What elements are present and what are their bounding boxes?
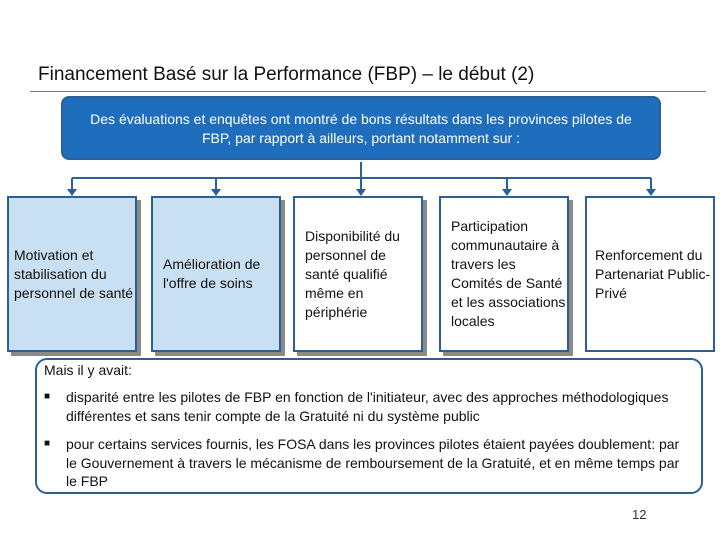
connector-arrow-4 — [502, 189, 512, 196]
connector-arrow-1 — [67, 189, 77, 196]
intro-box — [61, 96, 661, 160]
page-number: 12 — [632, 507, 647, 522]
caveat-item-double-paiement — [44, 435, 684, 491]
result-card-label: Motivation et stabilisation du personnel de santé — [14, 246, 134, 301]
result-card-motivation — [7, 196, 137, 352]
connector-arrow-5 — [646, 189, 656, 196]
result-card-offre-soins — [151, 196, 281, 352]
result-card-partenariat — [585, 196, 715, 352]
bullet-marker: ■ — [44, 438, 51, 449]
caveats-label: Mais il y avait: — [44, 362, 132, 378]
intro-text: Des évaluations et enquêtes ont montré de bons résultats dans les provinces pilotes de FBP, par rapport à ailleurs, portant notamment sur : — [90, 111, 632, 146]
result-card-label: Disponibilité du personnel de santé qualifié même en périphérie — [305, 227, 400, 320]
connector-arrow-2 — [211, 189, 221, 196]
result-card-participation — [439, 196, 569, 352]
bullet-marker: ■ — [44, 391, 51, 402]
title-divider — [30, 91, 706, 92]
result-card-label: Participation communautaire à travers les Comités de Santé et les associations locales — [451, 218, 566, 329]
caveat-text: pour certains services fournis, les FOSA dans les provinces pilotes étaient payées doublement: par le Gouvernement à travers le mécanisme de remboursement de la Gratuité, et en même temps par le FBP — [66, 436, 680, 489]
connector-arrow-3 — [356, 189, 366, 196]
slide-title: Financement Basé sur la Performance (FBP) – le début (2) — [38, 64, 535, 85]
result-card-label: Amélioration de l'offre de soins — [163, 256, 261, 291]
caveat-text: disparité entre les pilotes de FBP en fonction de l'initiateur, avec des approches méthodologiques différentes et sans tenir compte de la Gratuité ni du système public — [66, 389, 669, 424]
result-card-disponibilite — [293, 196, 423, 352]
result-card-label: Renforcement du Partenariat Public-Privé — [595, 246, 711, 301]
caveat-item-disparite — [44, 388, 684, 425]
